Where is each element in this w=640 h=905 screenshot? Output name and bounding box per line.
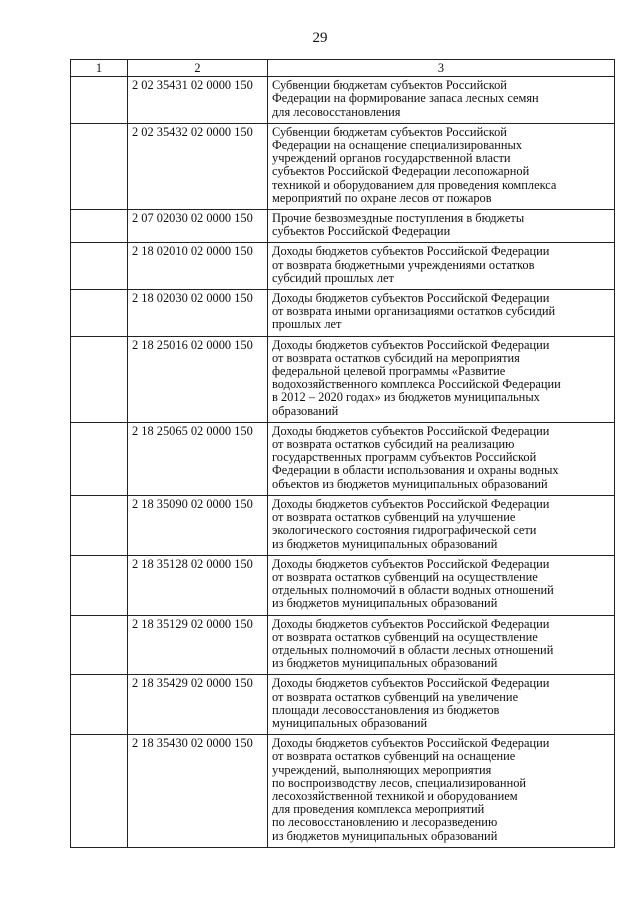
row-number-cell (71, 675, 128, 735)
row-number-cell (71, 615, 128, 675)
description-line: Субвенции бюджетам субъектов Российской (272, 124, 507, 139)
description-line: техникой и оборудованием для проведения комплекса (272, 177, 557, 192)
budget-code-cell: 2 18 35430 02 0000 150 (128, 735, 268, 848)
description-line: от возврата бюджетными учреждениями остатков (272, 257, 535, 272)
description-line: учреждений органов государственной власти (272, 151, 511, 166)
budget-code-cell: 2 18 35128 02 0000 150 (128, 555, 268, 615)
description-line: для лесовосстановления (272, 104, 401, 119)
description-line: Доходы бюджетов субъектов Российской Федерации (272, 736, 550, 751)
description-line: объектов из бюджетов муниципальных образований (272, 476, 548, 491)
description-cell (268, 77, 615, 124)
description-line: муниципальных образований (272, 715, 428, 730)
row-number-cell (71, 336, 128, 422)
description-line: из бюджетов муниципальных образований (272, 536, 498, 551)
description-line: федеральной целевой программы «Развитие (272, 364, 506, 379)
description-cell (268, 675, 615, 735)
description-line: для проведения комплекса мероприятий (272, 802, 485, 817)
description-line: субъектов Российской Федерации лесопожарной (272, 164, 530, 179)
description-line: субъектов Российской Федерации (272, 224, 451, 239)
description-line: Доходы бюджетов субъектов Российской Федерации (272, 496, 550, 511)
table-row (71, 422, 615, 495)
budget-code-cell: 2 18 35429 02 0000 150 (128, 675, 268, 735)
row-number-cell (71, 210, 128, 243)
description-line: отдельных полномочий в области водных отношений (272, 583, 554, 598)
header-cell-1: 1 (71, 60, 128, 77)
description-cell (268, 243, 615, 290)
table-row (71, 675, 615, 735)
description-line: площади лесовосстановления из бюджетов (272, 702, 500, 717)
description-line: из бюджетов муниципальных образований (272, 656, 498, 671)
description-line: Прочие безвозмездные поступления в бюджеты (272, 211, 525, 226)
budget-code-cell: 2 07 02030 02 0000 150 (128, 210, 268, 243)
budget-code-cell: 2 18 35090 02 0000 150 (128, 495, 268, 555)
row-number-cell (71, 735, 128, 848)
table-row (71, 735, 615, 848)
budget-code-cell: 2 18 35129 02 0000 150 (128, 615, 268, 675)
description-line: Федерации на оснащение специализированных (272, 138, 523, 153)
description-line: от возврата остатков субсидий на мероприятия (272, 350, 520, 365)
description-line: от возврата остатков субсидий на реализацию (272, 437, 515, 452)
description-line: образований (272, 403, 339, 418)
description-line: лесохозяйственной техникой и оборудованием (272, 788, 518, 803)
description-line: Федерации в области использования и охраны водных (272, 463, 559, 478)
description-line: от возврата остатков субвенций на оснащение (272, 749, 516, 764)
description-cell (268, 495, 615, 555)
description-cell (268, 735, 615, 848)
budget-code-cell: 2 18 25016 02 0000 150 (128, 336, 268, 422)
table-row (71, 123, 615, 209)
table-header-row (71, 60, 615, 77)
description-line: экологического состояния гидрографической сети (272, 523, 537, 538)
table-row (71, 336, 615, 422)
row-number-cell (71, 495, 128, 555)
description-line: из бюджетов муниципальных образований (272, 596, 498, 611)
description-cell (268, 336, 615, 422)
description-line: государственных программ субъектов Российской (272, 450, 537, 465)
header-cell-3: 3 (268, 60, 615, 77)
row-number-cell (71, 77, 128, 124)
table-row (71, 243, 615, 290)
budget-code-cell: 2 02 35431 02 0000 150 (128, 77, 268, 124)
description-line: от возврата иными организациями остатков субсидий (272, 304, 556, 319)
row-number-cell (71, 290, 128, 337)
description-cell (268, 555, 615, 615)
table-row (71, 290, 615, 337)
description-line: Доходы бюджетов субъектов Российской Федерации (272, 423, 550, 438)
description-line: Субвенции бюджетам субъектов Российской (272, 78, 507, 93)
description-line: водохозяйственного комплекса Российской Федерации (272, 377, 561, 392)
description-line: мероприятий по охране лесов от пожаров (272, 190, 492, 205)
description-line: Доходы бюджетов субъектов Российской Федерации (272, 556, 550, 571)
row-number-cell (71, 243, 128, 290)
header-cell-2: 2 (128, 60, 268, 77)
description-cell (268, 290, 615, 337)
description-line: Доходы бюджетов субъектов Российской Федерации (272, 244, 550, 259)
description-line: от возврата остатков субвенций на осуществление (272, 569, 538, 584)
description-cell (268, 123, 615, 209)
table-row (71, 555, 615, 615)
description-line: от возврата остатков субвенций на осуществление (272, 629, 538, 644)
description-line: по воспроизводству лесов, специализированной (272, 775, 527, 790)
table-row (71, 210, 615, 243)
table-row (71, 615, 615, 675)
description-line: отдельных полномочий в области лесных отношений (272, 642, 554, 657)
description-line: учреждений, выполняющих мероприятия (272, 762, 492, 777)
description-cell (268, 422, 615, 495)
description-line: Доходы бюджетов субъектов Российской Федерации (272, 616, 550, 631)
description-line: прошлых лет (272, 317, 342, 332)
description-line: Федерации на формирование запаса лесных семян (272, 91, 539, 106)
description-line: из бюджетов муниципальных образований (272, 828, 498, 843)
description-cell (268, 210, 615, 243)
table-row (71, 77, 615, 124)
description-line: Доходы бюджетов субъектов Российской Федерации (272, 337, 550, 352)
description-line: в 2012 – 2020 годах» из бюджетов муниципальных (272, 390, 540, 405)
description-line: по лесовосстановлению и лесоразведению (272, 815, 498, 830)
description-line: Доходы бюджетов субъектов Российской Федерации (272, 291, 550, 306)
row-number-cell (71, 123, 128, 209)
budget-code-cell: 2 02 35432 02 0000 150 (128, 123, 268, 209)
description-line: от возврата остатков субвенций на улучшение (272, 510, 516, 525)
description-cell (268, 615, 615, 675)
table-row (71, 495, 615, 555)
row-number-cell (71, 422, 128, 495)
description-line: Доходы бюджетов субъектов Российской Федерации (272, 676, 550, 691)
budget-code-cell: 2 18 25065 02 0000 150 (128, 422, 268, 495)
budget-code-cell: 2 18 02010 02 0000 150 (128, 243, 268, 290)
description-line: от возврата остатков субвенций на увеличение (272, 689, 519, 704)
budget-code-cell: 2 18 02030 02 0000 150 (128, 290, 268, 337)
budget-codes-table (70, 59, 615, 848)
row-number-cell (71, 555, 128, 615)
description-line: субсидий прошлых лет (272, 270, 394, 285)
page-number: 29 (312, 30, 328, 46)
